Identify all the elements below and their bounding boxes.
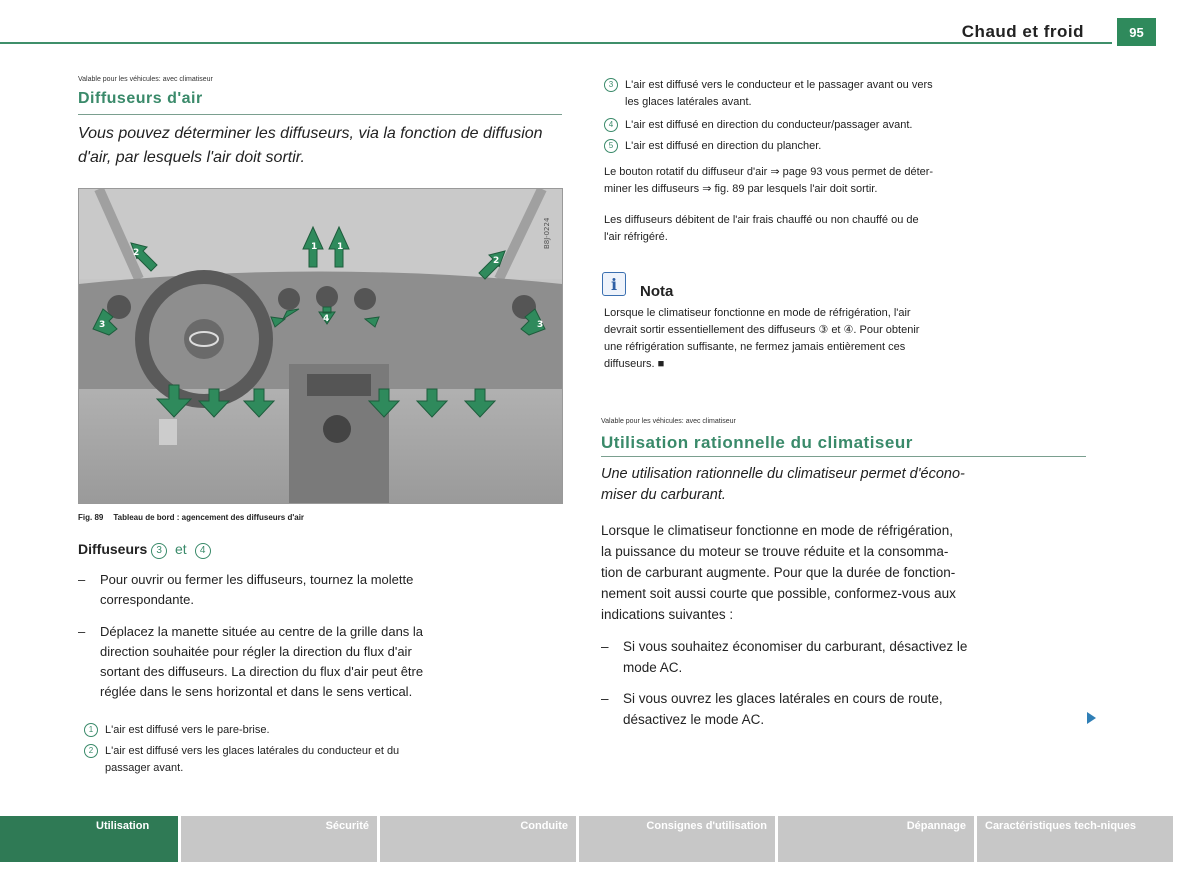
nota-line: devrait sortir essentiellement des diffuseurs ③ et ④. Pour obtenir (604, 324, 920, 336)
subhead-num-b: 4 (195, 543, 211, 559)
section-title: Utilisation rationnelle du climatiseur (601, 433, 913, 452)
paragraph-line: tion de carburant augmente. Pour que la durée de fonction- (601, 565, 956, 580)
list-item-line: L'air est diffusé en direction du plancher. (625, 140, 822, 152)
item-number: 4 (604, 118, 618, 132)
header-rule (0, 42, 1112, 44)
subhead-num-a: 3 (151, 543, 167, 559)
chapter-title: Chaud et froid (961, 22, 1084, 41)
svg-text:3: 3 (99, 320, 106, 330)
validity-note: Valable pour les véhicules: avec climatiseur (601, 418, 736, 425)
list-item-line: L'air est diffusé vers les glaces latérales du conducteur et du (105, 745, 400, 757)
list-item (604, 117, 1104, 135)
info-icon: i (602, 272, 626, 296)
svg-text:4: 4 (323, 314, 330, 324)
nota-line: une réfrigération suffisante, ne fermez jamais entièrement ces (604, 341, 906, 353)
section-rule (78, 114, 562, 115)
dashboard-figure (78, 188, 563, 504)
list-item-line: Si vous souhaitez économiser du carburant, désactivez le (623, 639, 968, 654)
list-item-line: sortant des diffuseurs. La direction du flux d'air peut être (100, 664, 424, 679)
dash-bullet: – (601, 639, 609, 654)
svg-text:3: 3 (537, 320, 544, 330)
list-item (78, 622, 568, 704)
paragraph-line: l'air réfrigéré. (604, 231, 668, 243)
paragraph-line: Les diffuseurs débitent de l'air frais chauffé ou non chauffé ou de (604, 214, 919, 226)
figure-caption-text: Tableau de bord : agencement des diffuseurs d'air (113, 513, 305, 522)
figure-label: Fig. 89 (78, 513, 104, 522)
footer-nav (0, 816, 1200, 862)
svg-text:1: 1 (337, 242, 344, 252)
nota-line: Lorsque le climatiseur fonctionne en mode de réfrigération, l'air (604, 307, 911, 319)
tab-conduite[interactable]: Conduite (380, 816, 576, 862)
tab-securite[interactable]: Sécurité (181, 816, 377, 862)
list-item-line: réglée dans le sens horizontal et dans le sens vertical. (100, 684, 413, 699)
paragraph (601, 520, 1101, 625)
svg-text:2: 2 (133, 248, 140, 258)
list-item-line: correspondante. (100, 592, 194, 607)
dash-bullet: – (78, 624, 86, 639)
figure-caption (78, 513, 304, 522)
list-item-line: L'air est diffusé vers le conducteur et le passager avant ou vers (625, 79, 933, 91)
tab-consignes[interactable]: Consignes d'utilisation (579, 816, 775, 862)
list-item-line: L'air est diffusé vers le pare-brise. (105, 724, 270, 736)
list-item-line: L'air est diffusé en direction du conducteur/passager avant. (625, 119, 913, 131)
dash-bullet: – (601, 691, 609, 706)
list-item (84, 743, 564, 779)
intro-line: Une utilisation rationnelle du climatiseur permet d'écono- (601, 466, 965, 482)
nota-text (604, 305, 1104, 373)
tab-depannage[interactable]: Dépannage (778, 816, 974, 862)
list-item-line: Déplacez la manette située au centre de la grille dans la (100, 624, 424, 639)
paragraph-line: Lorsque le climatiseur fonctionne en mode de réfrigération, (601, 523, 953, 538)
item-number: 1 (84, 723, 98, 737)
list-item-line: Pour ouvrir ou fermer les diffuseurs, tournez la molette (100, 572, 414, 587)
list-item-line: désactivez le mode AC. (623, 712, 765, 727)
svg-text:2: 2 (493, 256, 500, 266)
section-intro (601, 464, 1101, 506)
section-intro: Vous pouvez déterminer les diffuseurs, via la fonction de diffusion d'air, par lesquels l'air doit sortir. (78, 125, 543, 166)
list-item (78, 570, 568, 610)
next-page-arrow-icon[interactable] (1087, 712, 1096, 724)
paragraph-line: Le bouton rotatif du diffuseur d'air ⇒ page 93 vous permet de déter- (604, 166, 934, 178)
list-item-line: Si vous ouvrez les glaces latérales en cours de route, (623, 691, 943, 706)
section-rule (601, 456, 1086, 457)
list-item-line: mode AC. (623, 660, 683, 675)
nota-line: diffuseurs. ■ (604, 358, 665, 370)
subhead-et: et (175, 541, 187, 557)
item-number: 3 (604, 78, 618, 92)
intro-line: miser du carburant. (601, 487, 726, 503)
list-item (604, 77, 1104, 113)
list-item (601, 688, 1101, 730)
list-item (601, 636, 1101, 678)
item-number: 2 (84, 744, 98, 758)
dashboard-illustration (79, 189, 562, 503)
section-title: Diffuseurs d'air (78, 90, 203, 107)
svg-text:B8J-0224: B8J-0224 (543, 217, 551, 249)
paragraph-line: indications suivantes : (601, 607, 734, 622)
paragraph-line: nement soit aussi courte que possible, conformez-vous aux (601, 586, 956, 601)
paragraph (604, 212, 1104, 246)
list-item-line: passager avant. (105, 762, 184, 774)
list-item-line: les glaces latérales avant. (625, 96, 752, 108)
list-item-line: direction souhaitée pour régler la direction du flux d'air (100, 644, 412, 659)
tab-caracteristiques[interactable]: Caractéristiques tech-niques (977, 816, 1173, 862)
paragraph-line: la puissance du moteur se trouve réduite et la consomma- (601, 544, 949, 559)
paragraph (604, 164, 1104, 198)
subhead-prefix: Diffuseurs (78, 541, 148, 557)
list-item (84, 722, 564, 740)
subhead-diffuseurs (78, 541, 211, 559)
paragraph-line: miner les diffuseurs ⇒ fig. 89 par lesquels l'air doit sortir. (604, 183, 878, 195)
validity-note: Valable pour les véhicules: avec climatiseur (78, 76, 213, 83)
page-number: 95 (1117, 18, 1156, 46)
tab-utilisation[interactable]: Utilisation (0, 816, 178, 862)
nota-label: Nota (640, 283, 674, 300)
dash-bullet: – (78, 572, 86, 587)
list-item (604, 138, 1104, 156)
svg-text:1: 1 (311, 242, 318, 252)
item-number: 5 (604, 139, 618, 153)
